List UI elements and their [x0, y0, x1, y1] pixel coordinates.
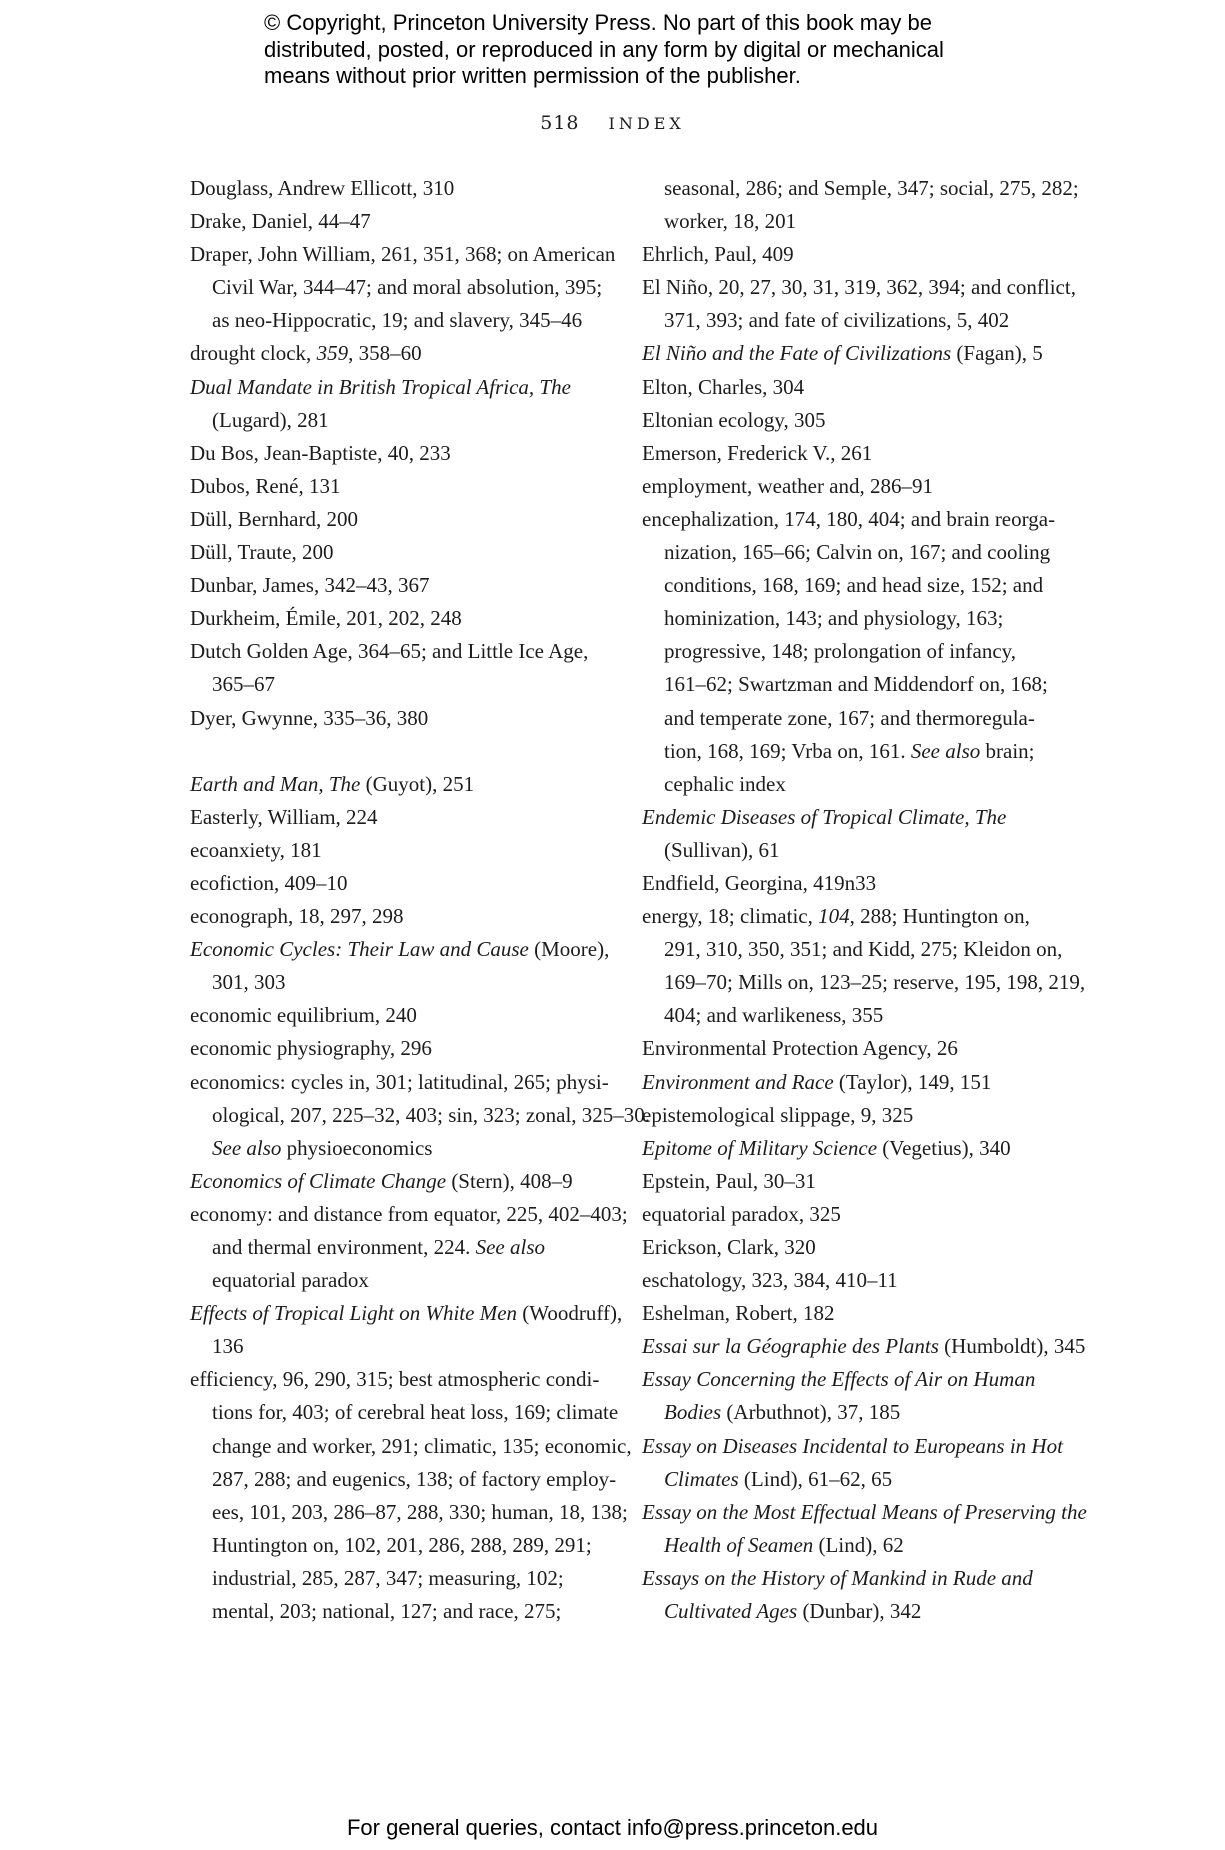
index-entry-continuation: [190, 1595, 610, 1628]
index-entry-continuation: [190, 1132, 610, 1165]
italic-text: El Niño and the Fate of Civilizations: [642, 341, 952, 366]
copyright-line: © Copyright, Princeton University Press. No part of this book may be: [264, 10, 932, 35]
index-entry-continuation: [190, 1264, 610, 1297]
index-entry-continuation: [642, 205, 1062, 238]
entry-text: ecoanxiety, 181: [190, 837, 322, 862]
entry-text: (Lind), 62: [813, 1532, 904, 1557]
entry-text: epistemological slippage, 9, 325: [642, 1102, 914, 1127]
entry-text: Environmental Protection Agency, 26: [642, 1036, 958, 1061]
entry-text: (Sullivan), 61: [664, 837, 780, 862]
entry-text: (Taylor), 149, 151: [833, 1069, 992, 1094]
entry-text: ees, 101, 203, 286–87, 288, 330; human, 18, 138;: [212, 1499, 628, 1524]
letter-group-gap: [190, 735, 610, 768]
footer-contact: For general queries, contact info@press.princeton.edu: [346, 1815, 879, 1840]
italic-text: 104: [818, 904, 850, 929]
entry-text: drought clock,: [190, 341, 317, 366]
index-entry-line: [642, 900, 1062, 933]
index-entry-line: [190, 768, 610, 801]
entry-text: (Vegetius), 340: [877, 1135, 1011, 1160]
entry-text: El Niño, 20, 27, 30, 31, 319, 362, 394; and conflict,: [642, 275, 1076, 300]
index-entry-line: [190, 536, 610, 569]
italic-text: Endemic Diseases of Tropical Climate, The: [642, 804, 1007, 829]
entry-text: (Fagan), 5: [951, 341, 1043, 366]
index-entry-line: [642, 238, 1062, 271]
index-entry-line: [190, 834, 610, 867]
index-entry-line: [642, 371, 1062, 404]
entry-text: Endfield, Georgina, 419n33: [642, 870, 877, 895]
index-entry-continuation: [190, 1463, 617, 1496]
index-entry-line: [642, 867, 1062, 900]
entry-text: econograph, 18, 297, 298: [190, 904, 404, 929]
entry-text: economy: and distance from equator, 225, 402–403;: [190, 1201, 628, 1226]
index-entry-line: [190, 900, 610, 933]
italic-text: Epitome of Military Science: [642, 1135, 878, 1160]
index-entry-line: [642, 1099, 1062, 1132]
entry-text: Douglass, Andrew Ellicott, 310: [190, 176, 455, 200]
italic-text: 359: [316, 341, 349, 366]
entry-text: and temperate zone, 167; and thermoregula-: [664, 705, 1035, 730]
index-column-right: [642, 172, 1087, 1628]
entry-text: seasonal, 286; and Semple, 347; social, 275, 282;: [664, 176, 1079, 200]
index-entry-continuation: [190, 1231, 610, 1264]
entry-text: industrial, 285, 287, 347; measuring, 102;: [212, 1565, 564, 1590]
entry-text: Easterly, William, 224: [190, 804, 378, 829]
index-entry-line: [190, 470, 610, 503]
index-entry-line: [642, 1198, 1062, 1231]
index-entry-continuation: [190, 1330, 610, 1363]
italic-text: Effects of Tropical Light on White Men: [190, 1301, 518, 1326]
index-entry-line: [642, 503, 1062, 536]
entry-text: Epstein, Paul, 30–31: [642, 1168, 816, 1193]
index-entry-line: [190, 933, 610, 966]
index-entry-continuation: [190, 1496, 628, 1529]
index-entry-continuation: [642, 768, 1062, 801]
entry-text: equatorial paradox, 325: [642, 1201, 841, 1226]
italic-text: Essai sur la Géographie des Plants: [642, 1334, 939, 1359]
index-entry-line: [190, 702, 610, 735]
index-entry-line: [642, 404, 1062, 437]
index-entry-continuation: [642, 999, 1062, 1032]
entry-text: physioeconomics: [281, 1135, 433, 1160]
page-number: 518: [540, 112, 580, 134]
entry-text: tion, 168, 169; Vrba on, 161.: [664, 738, 911, 763]
entry-text: , 288; Huntington on,: [849, 904, 1030, 929]
entry-text: and thermal environment, 224.: [212, 1235, 476, 1259]
index-entry-line: [190, 1297, 623, 1330]
index-entry-continuation: [190, 304, 610, 337]
entry-text: Dunbar, James, 342–43, 367: [190, 573, 430, 598]
index-entry-line: [190, 1165, 610, 1198]
entry-text: Düll, Traute, 200: [190, 540, 334, 565]
index-entry-line: [190, 1032, 610, 1065]
entry-text: Erickson, Clark, 320: [642, 1235, 816, 1259]
copyright-notice: [264, 10, 1024, 90]
entry-text: (Arbuthnot), 37, 185: [721, 1400, 901, 1425]
index-entry-line: [642, 1330, 1086, 1363]
index-entry-continuation: [642, 536, 1062, 569]
italic-text: Essay on the Most Effectual Means of Preserving the: [642, 1499, 1087, 1524]
index-entry-line: [642, 1231, 1062, 1264]
index-entry-line: [190, 635, 610, 668]
entry-text: Civil War, 344–47; and moral absolution, 395;: [212, 275, 603, 300]
index-entry-line: [190, 999, 610, 1032]
italic-text: Essay on Diseases Incidental to Europeans in Hot: [642, 1433, 1063, 1458]
index-entry-continuation: [642, 966, 1086, 999]
entry-text: efficiency, 96, 290, 315; best atmospheric condi-: [190, 1367, 600, 1392]
index-entry-continuation: [642, 1396, 1062, 1429]
index-entry-continuation: [190, 668, 610, 701]
index-entry-continuation: [642, 1463, 1062, 1496]
entry-text: Dyer, Gwynne, 335–36, 380: [190, 705, 429, 730]
entry-text: energy, 18; climatic,: [642, 904, 819, 929]
index-column-left: [190, 172, 651, 1628]
index-entry-continuation: [642, 569, 1062, 602]
entry-text: worker, 18, 201: [664, 209, 797, 234]
index-entry-continuation: [190, 271, 610, 304]
italic-text: Dual Mandate in British Tropical Africa, The: [190, 374, 571, 399]
entry-text: 161–62; Swartzman and Middendorf on, 168;: [664, 672, 1048, 697]
italic-text: Bodies: [664, 1400, 722, 1425]
italic-text: Essays on the History of Mankind in Rude and: [642, 1565, 1033, 1590]
index-entry-line: [642, 1363, 1062, 1396]
index-entry-line: [190, 437, 610, 470]
index-entry-line: [190, 1066, 610, 1099]
entry-text: (Moore),: [528, 937, 610, 962]
italic-text: Environment and Race: [642, 1069, 834, 1094]
entry-text: 136: [212, 1334, 244, 1359]
index-entry-line: [190, 1363, 610, 1396]
index-entry-continuation: [190, 1099, 651, 1132]
index-entry-line: [190, 172, 610, 205]
entry-text: (Lugard), 281: [212, 407, 329, 432]
index-entry-line: [642, 1165, 1062, 1198]
entry-text: mental, 203; national, 127; and race, 275;: [212, 1599, 562, 1624]
entry-text: (Dunbar), 342: [797, 1599, 922, 1624]
index-entry-line: [190, 602, 610, 635]
index-entry-line: [642, 437, 1062, 470]
index-entry-continuation: [642, 834, 1062, 867]
entry-text: Ehrlich, Paul, 409: [642, 242, 794, 267]
entry-text: 169–70; Mills on, 123–25; reserve, 195, 198, 219,: [664, 970, 1086, 995]
index-entry-line: [642, 1132, 1062, 1165]
entry-text: encephalization, 174, 180, 404; and brain reorga-: [642, 506, 1056, 531]
italic-text: Cultivated Ages: [664, 1599, 798, 1624]
entry-text: nization, 165–66; Calvin on, 167; and cooling: [664, 540, 1051, 565]
index-entry-line: [642, 337, 1062, 370]
entry-text: employment, weather and, 286–91: [642, 473, 934, 498]
index-entry-continuation: [642, 602, 1062, 635]
entry-text: Draper, John William, 261, 351, 368; on American: [190, 242, 616, 267]
index-entry-line: [642, 271, 1076, 304]
running-head: [0, 112, 1225, 134]
entry-text: Dubos, René, 131: [190, 473, 341, 498]
index-entry-line: [190, 371, 610, 404]
index-entry-continuation: [190, 966, 610, 999]
entry-text: (Lind), 61–62, 65: [738, 1466, 893, 1491]
italic-text: Earth and Man, The: [190, 771, 361, 796]
index-entry-continuation: [642, 304, 1062, 337]
index-entry-line: [190, 1198, 628, 1231]
italic-text: Health of Seamen: [664, 1532, 814, 1557]
index-entry-line: [642, 801, 1062, 834]
entry-text: brain;: [980, 738, 1035, 763]
index-entry-continuation: [642, 172, 1079, 205]
index-entry-line: [642, 1430, 1062, 1463]
entry-text: Huntington on, 102, 201, 286, 288, 289, 291;: [212, 1532, 592, 1557]
section-title: INDEX: [608, 114, 685, 133]
italic-text: See also: [475, 1235, 546, 1259]
italic-text: Climates: [664, 1466, 739, 1491]
entry-text: Drake, Daniel, 44–47: [190, 209, 371, 234]
entry-text: Eshelman, Robert, 182: [642, 1301, 835, 1326]
entry-text: conditions, 168, 169; and head size, 152; and: [664, 573, 1044, 598]
entry-text: 301, 303: [212, 970, 286, 995]
italic-text: Essay Concerning the Effects of Air on Human: [642, 1367, 1036, 1392]
index-entry-continuation: [190, 1529, 610, 1562]
entry-text: as neo-Hippocratic, 19; and slavery, 345–46: [212, 308, 583, 333]
index-entry-line: [190, 503, 610, 536]
index-entry-line: [190, 238, 616, 271]
index-entry-line: [642, 470, 1062, 503]
entry-text: cephalic index: [664, 771, 786, 796]
entry-text: (Guyot), 251: [360, 771, 475, 796]
entry-text: tions for, 403; of cerebral heat loss, 169; climate: [212, 1400, 619, 1425]
index-entry-line: [642, 1032, 1062, 1065]
entry-text: Dutch Golden Age, 364–65; and Little Ice Age,: [190, 639, 589, 664]
index-entry-continuation: [642, 668, 1062, 701]
index-entry-continuation: [642, 635, 1062, 668]
entry-text: 371, 393; and fate of civilizations, 5, 402: [664, 308, 1010, 333]
entry-text: 287, 288; and eugenics, 138; of factory employ-: [212, 1466, 617, 1491]
index-entry-line: [190, 569, 610, 602]
entry-text: hominization, 143; and physiology, 163;: [664, 606, 1004, 631]
entry-text: change and worker, 291; climatic, 135; economic,: [212, 1433, 632, 1458]
entry-text: Elton, Charles, 304: [642, 374, 805, 399]
index-entry-continuation: [190, 404, 610, 437]
entry-text: Emerson, Frederick V., 261: [642, 440, 873, 465]
index-entry-line: [642, 1562, 1062, 1595]
entry-text: Durkheim, Émile, 201, 202, 248: [190, 606, 462, 631]
entry-text: ological, 207, 225–32, 403; sin, 323; zonal, 325–30.: [212, 1102, 651, 1127]
index-entry-continuation: [190, 1430, 632, 1463]
entry-text: economic equilibrium, 240: [190, 1003, 417, 1028]
index-entry-line: [642, 1066, 1062, 1099]
copyright-line: distributed, posted, or reproduced in any form by digital or mechanical: [264, 36, 944, 62]
entry-text: (Stern), 408–9: [446, 1168, 573, 1193]
entry-text: Eltonian ecology, 305: [642, 407, 826, 432]
entry-text: equatorial paradox: [212, 1268, 369, 1293]
italic-text: Economic Cycles: Their Law and Cause: [190, 937, 529, 962]
index-entry-line: [190, 867, 610, 900]
index-entry-continuation: [190, 1396, 619, 1429]
italic-text: See also: [910, 738, 981, 763]
entry-text: Du Bos, Jean-Baptiste, 40, 233: [190, 440, 451, 465]
index-entry-continuation: [642, 702, 1062, 735]
entry-text: 365–67: [212, 672, 275, 697]
copyright-line: means without prior written permission of the publisher.: [264, 63, 801, 88]
entry-text: (Woodruff),: [517, 1301, 623, 1326]
index-entry-line: [190, 801, 610, 834]
index-entry-line: [642, 1264, 1062, 1297]
entry-text: economics: cycles in, 301; latitudinal, 265; physi-: [190, 1069, 609, 1094]
index-entry-continuation: [642, 735, 1062, 768]
entry-text: ecofiction, 409–10: [190, 870, 348, 895]
index-entry-line: [642, 1496, 1087, 1529]
index-entry-line: [190, 205, 610, 238]
entry-text: 291, 310, 350, 351; and Kidd, 275; Kleidon on,: [664, 937, 1063, 962]
italic-text: See also: [212, 1135, 282, 1160]
index-entry-continuation: [642, 1595, 1062, 1628]
entry-text: Düll, Bernhard, 200: [190, 506, 358, 531]
italic-text: Economics of Climate Change: [190, 1168, 447, 1193]
index-entry-line: [642, 1297, 1062, 1330]
entry-text: economic physiography, 296: [190, 1036, 432, 1061]
entry-text: (Humboldt), 345: [938, 1334, 1086, 1359]
entry-text: progressive, 148; prolongation of infancy,: [664, 639, 1017, 664]
entry-text: , 358–60: [348, 341, 422, 366]
entry-text: 404; and warlikeness, 355: [664, 1003, 884, 1028]
index-entry-line: [190, 337, 610, 370]
index-entry-continuation: [642, 933, 1062, 966]
entry-text: eschatology, 323, 384, 410–11: [642, 1268, 898, 1293]
index-entry-continuation: [190, 1562, 610, 1595]
index-entry-continuation: [642, 1529, 1062, 1562]
